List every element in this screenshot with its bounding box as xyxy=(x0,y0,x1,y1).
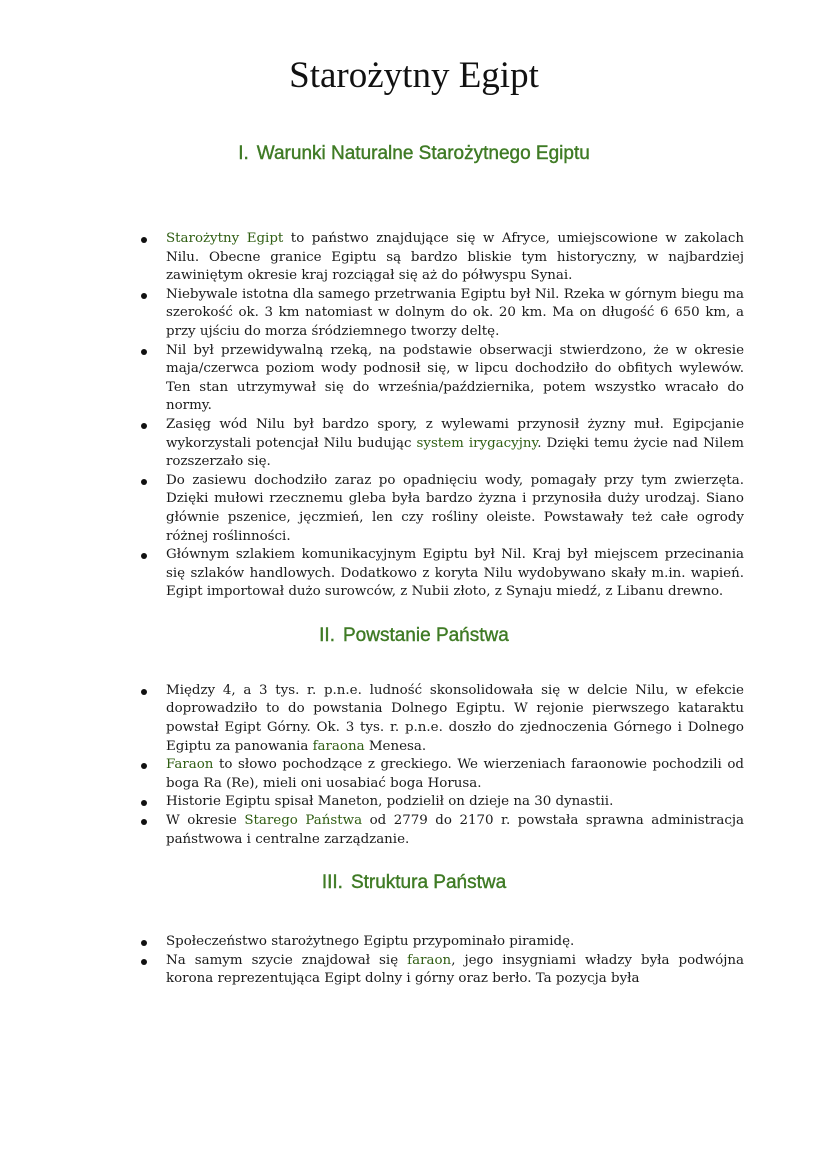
section-heading xyxy=(84,871,744,895)
section-title: Warunki Naturalne Starożytnego Egiptu xyxy=(256,143,590,164)
item-text: , jego insygniami władzy była podwójna korona reprezentująca Egipt dolny i górny oraz berło. Ta pozycja była xyxy=(166,952,745,987)
bullet-list xyxy=(140,230,744,602)
highlighted-term: Starego Państwa xyxy=(244,813,363,829)
item-text: Zasięg wód Nilu był bardzo spory, z wylewami przynosił żyzny muł. Egipcjanie wykorzystali potencjał Nilu budując xyxy=(166,416,744,451)
item-text: Do zasiewu dochodziło zaraz po opadnięciu wody, pomagały przy tym zwierzęta. Dzięki mułowi rzecznemu gleba była bardzo żyzna i przynosiła duży urodzaj. Siano głównie pszenice, jęczmień, len czy rośliny oleiste. Powstawały też całe ogrody różnej roślinności. xyxy=(166,472,744,544)
list-item xyxy=(140,546,744,602)
item-text: Nil był przewidywalną rzeką, na podstawie obserwacji stwierdzono, że w okresie maja/czerwca poziom wody podnosił się, w lipcu dochodziło do obfitych wylewów. Ten stan utrzymywał się do września/października, potem wszystko wracało do normy. xyxy=(166,342,744,414)
list-item xyxy=(140,952,744,989)
section-number: II. xyxy=(319,624,335,646)
item-text: Menesa. xyxy=(364,738,427,754)
highlighted-term: Starożytny Egipt xyxy=(166,231,284,246)
item-text: Głównym szlakiem komunikacyjnym Egiptu był Nil. Kraj był miejscem przecinania się szlaków handlowych. Dodatkowo z koryta Nilu wydobywano skały m.in. wapień. Egipt importował dużo surowców, z Nubii złoto, z Synaju miedź, z Libanu drewno. xyxy=(166,547,744,600)
list-item xyxy=(140,756,744,793)
bullet-list xyxy=(140,682,744,849)
item-text: to słowo pochodzące z greckiego. We wierzeniach faraonowie pochodzili od boga Ra (Re), mieli oni uosabiać boga Horusa. xyxy=(166,757,744,791)
list-item xyxy=(140,342,744,416)
item-text: Niebywale istotna dla samego przetrwania Egiptu był Nil. Rzeka w górnym biegu ma szerokość ok. 3 km natomiast w dolnym do ok. 20 km. Ma on długość 6 650 km, a przy ujściu do morza śródziemnego tworzy deltę. xyxy=(166,286,744,339)
item-text: Społeczeństwo starożytnego Egiptu przypominało piramidę. xyxy=(166,934,575,950)
list-item xyxy=(140,793,744,812)
item-text: W okresie xyxy=(166,813,245,829)
list-item xyxy=(140,933,744,952)
section-number: I. xyxy=(238,143,249,164)
list-item xyxy=(140,812,744,849)
item-text: Historie Egiptu spisał Maneton, podzielił on dzieje na 30 dynastii. xyxy=(166,794,614,810)
highlighted-term: system irygacyjny xyxy=(416,435,538,451)
list-item xyxy=(140,230,744,286)
section-heading xyxy=(84,624,744,648)
highlighted-term: faraona xyxy=(312,738,365,754)
item-text: to państwo znajdujące się w Afryce, umiejscowione w zakolach Nilu. Obecne granice Egiptu są bardzo bliskie tym historyczny, w najbardziej zawiniętym okresie kraj rozciągał się aż do półwyspu Synai. xyxy=(166,231,745,284)
highlighted-term: Faraon xyxy=(166,757,214,773)
list-item xyxy=(140,416,744,472)
list-item xyxy=(140,286,744,342)
list-item xyxy=(140,472,744,546)
section-number: III. xyxy=(321,872,343,894)
item-text: . Dzięki temu życie nad Nilem rozszerzało się. xyxy=(166,435,744,470)
bullet-list xyxy=(140,933,744,989)
section-title: Struktura Państwa xyxy=(350,872,507,894)
document-title: Starożytny Egipt xyxy=(289,55,539,96)
list-item xyxy=(140,682,744,756)
section-title: Powstanie Państwa xyxy=(343,624,509,646)
item-text: od 2779 do 2170 r. powstała sprawna administracja państwowa i centralne zarządzanie. xyxy=(166,813,744,847)
section-heading xyxy=(84,142,744,166)
item-text: Na samym szycie znajdował się xyxy=(166,952,408,968)
highlighted-term: faraon xyxy=(407,952,452,968)
item-text: Między 4, a 3 tys. r. p.n.e. ludność skonsolidowała się w delcie Nilu, w efekcie doprowadziło to do powstania Dolnego Egiptu. W rejonie pierwszego kataraktu powstał Egipt Górny. Ok. 3 tys. r. p.n.e. doszło do zjednoczenia Górnego i Dolnego Egiptu za panowania xyxy=(166,682,744,754)
